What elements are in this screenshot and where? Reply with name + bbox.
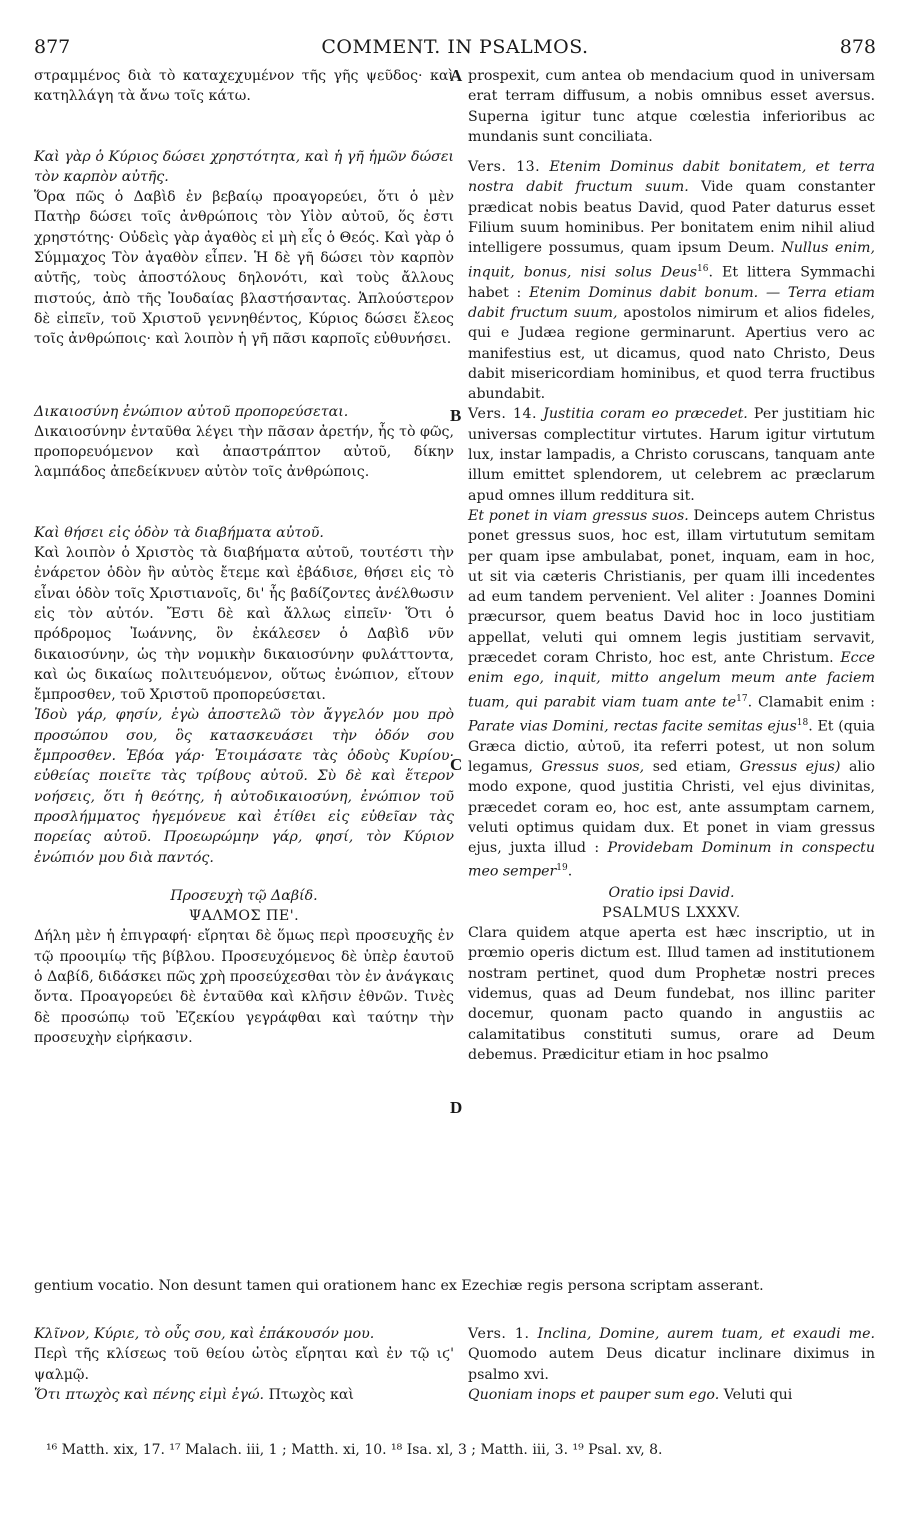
margin-marker-d: D <box>450 1098 463 1117</box>
greek-column-bottom <box>34 1324 454 1405</box>
latin-lemma: Inclina, Domine, aurem tuam, et exaudi me. <box>537 1326 875 1342</box>
verse-number: Vers. 1. <box>468 1326 530 1342</box>
latin-lemma: Justitia coram eo præcedet. <box>543 406 748 423</box>
margin-marker-c: C <box>450 755 463 774</box>
latin-lemma: Et ponet in viam gressus suos. <box>468 507 689 524</box>
page-number-left: 877 <box>34 36 71 58</box>
greek-psalm-title: Προσευχὴ τῷ Δαβίδ. <box>170 887 318 904</box>
verse-number: Vers. 14. <box>468 406 538 423</box>
greek-lemma: Δικαιοσύνη ἐνώπιον αὐτοῦ προπορεύσεται. <box>34 403 349 420</box>
page-number-right: 878 <box>839 36 876 58</box>
spanning-latin-line: gentium vocatio. Non desunt tamen qui orationem hanc ex Ezechiæ regis persona scriptam asserant. <box>34 1278 764 1294</box>
running-header <box>34 36 876 60</box>
greek-paragraph: Δικαιοσύνην ἐνταῦθα λέγει τὴν πᾶσαν ἀρετήν, ἧς τὸ φῶς, προπορευόμενον καὶ ἀπαστράπτον αὐτοῦ, δίκην λαμπάδος ἀπεδείκνυεν αὐτὸν τοῖς ἀνθρώποις. <box>34 423 454 481</box>
running-title: COMMENT. IN PSALMOS. <box>321 36 589 58</box>
greek-paragraph: Περὶ τῆς κλίσεως τοῦ θείου ὠτὸς εἴρηται καὶ ἐν τῷ ιϛ' ψαλμῷ. <box>34 1346 454 1383</box>
latin-paragraph: prospexit, cum antea ob mendacium quod in universam erat terram diffusum, a nobis omnibus esset aversus. Superna igitur tunc atque cœlestia inferioribus ac mundanis sunt conciliata. <box>468 68 875 145</box>
greek-lemma: Καὶ θήσει εἰς ὁδὸν τὰ διαβήματα αὐτοῦ. <box>34 524 324 541</box>
greek-lemma: Καὶ γὰρ ὁ Κύριος δώσει χρηστότητα, καὶ ἡ γῆ ἡμῶν δώσει τὸν καρπὸν αὐτῆς. <box>34 148 454 185</box>
latin-psalm-number: PSALMUS LXXXV. <box>602 904 741 921</box>
greek-lemma: Ὅτι πτωχὸς καὶ πένης εἰμὶ ἐγώ. <box>34 1386 265 1403</box>
greek-paragraph: Ὅρα πῶς ὁ Δαβὶδ ἐν βεβαίῳ προαγορεύει, ὅτι ὁ μὲν Πατὴρ δώσει τοῖς ἀνθρώποις τὸν Υἱὸν αὐτοῦ, ὅς ἐστι χρηστότης· Οὐδεὶς γὰρ ἀγαθὸς εἰ μὴ εἷς ὁ Θεός. Καὶ γὰρ ὁ Σύμμαχος Τὸν ἀγαθὸν εἶπεν. Ἡ δὲ γῆ δώσει τὸν καρπὸν αὐτῆς, τοὺς ἀποστόλους δηλονότι, καὶ τοὺς ἄλλους πιστούς, ἀπὸ τῆς Ἰουδαίας βλαστήσαντας. Ἁπλούστερον δὲ εἰπεῖν, τοῦ Χριστοῦ γεννηθέντος, Κύριος δώσει ἔλεος τοῖς ἀνθρώποις· καὶ λοιπὸν ἡ γῆ πᾶσι καρποῖς εὐθυνήσει. <box>34 189 454 348</box>
margin-marker-b: B <box>450 406 462 425</box>
latin-column: prospexit, cum antea ob mendacium quod in universam erat terram diffusum, a nobis omnibus esset aversus. Superna igitur tunc atque cœlestia inferioribus ac mundanis sunt conciliata. Vers. 13. Etenim Dominus dabit bonitatem, et terra nostra dabit fructum suum. Vide quam constanter prædicat nobis beatus David, quod Pater daturus esset Filium suum hominibus. Per bonitatem enim nihil aliud intelligere possumus, quam ipsum Deum. Nullus enim, inquit, bonus, nisi solus Deus$^{16}$. Et littera Symmachi habet : Etenim Dominus dabit bonum. — Terra etiam dabit fructum suum, apostolos nimirum et alios fideles, qui e Judæa regione germinarunt. Apertius vero ac manifestius est, ut dicamus, quod nato Christo, Deus dabit misericordiam hominibus, et quod terra fructibus abundabit. Vers. 14. Justitia coram eo præcedet. Per justitiam hic universas complectitur virtutes. Harum igitur virtutum lux, instar lampadis, a Christo coruscans, tanquam ante illum emittet splendorem, ut celebrem ac præclarum apud omnes illum redditura sit. Et ponet in viam gressus suos. Deinceps autem Christus ponet gressus suos, hoc est, illam virtututum semitam per quam ipse ambulabat, ponet, inquam, eam in hoc, ut sit via cæteris Christianis, per quam illi incedentes ad eum tandem pervenient. Vel aliter : Joannes Domini præcursor, quem beatus David hoc in loco justitiam appellat, veluti qui omnem legis justitiam servavit, præcedet coram Christo, hoc est, ante Christum. Ecce enim ego, inquit, mitto angelum meum ante faciem tuam, qui parabit viam tuam ante $te^{17}$. Clamabit enim : Parate vias Domini, rectas facite semitas ejus$^{18}$. Et (quia Græca dictio, αὐτοῦ, ita referri potest, ut non solum legamus, Gressus suos, sed etiam, Gressus ejus) alio modo expone, quod justitia Christi, vel ejus divinitas, præcedet coram eo, hoc est, ante assumptam carnem, veluti optimus quidam dux. Et ponet in viam gressus ejus, juxta illud : Providebam Dominum in conspectu meo semper$^{19}$. Oratio ipsi David. PSALMUS LXXXV. Clara quidem atque aperta est hæc inscriptio, ut in prœmio operis dictum est. Illud tamen ad institutionem nostram pertinet, quod dum Prophetæ nostri preces videmus, quas ad Deum fundebat, nos illinc pariter docemur, quonam pacto quando in angustiis ac calamitatibus constituti sumus, orare ad Deum debemus. Prædicitur etiam in hoc psalmo <box>468 66 875 1065</box>
greek-lemma: Κλῖνον, Κύριε, τὸ οὖς σου, καὶ ἐπάκουσόν μου. <box>34 1326 375 1342</box>
footnote-ref: 19 <box>556 863 568 874</box>
latin-lemma: Etenim Dominus dabit bonitatem, et terra nostra dabit fructum suum. <box>468 159 875 196</box>
greek-quotation: Ἰδοὺ γάρ, φησίν, ἐγὼ ἀποστελῶ τὸν ἄγγελόν μου πρὸ προσώπου σου, ὃς κατασκευάσει τὴν ὁδόν σου ἔμπροσθεν. Ἐβόα γάρ· Ἑτοιμάσατε τὰς ὁδοὺς Κυρίου· εὐθείας ποιεῖτε τὰς τρίβους αὐτοῦ. Σὺ δὲ καὶ ἕτερον νοήσεις, ὅτι ἡ θεότης, ἡ αὐτοδικαιοσύνη, ἐνώπιον τοῦ προσλήμματος ἡγεμόνευε καὶ ἐτίθει εἰς εὐθεῖαν τὰς πορείας αὐτοῦ. Προεωρώμην γάρ, φησί, τὸν Κύριον ἐνώπιόν μου διὰ παντός. <box>34 707 454 866</box>
greek-column <box>34 66 454 1048</box>
greek-text: Πτωχὸς καὶ <box>268 1386 354 1403</box>
footnote-ref: 18 <box>796 717 809 728</box>
latin-psalm-title: Oratio ipsi David. <box>608 884 735 901</box>
latin-column-bottom: Vers. 1. Inclina, Domine, aurem tuam, et exaudi me. Quomodo autem Deus dicatur inclinare diximus in psalmo xvi. Quoniam inops et pauper sum ego. Veluti qui <box>468 1326 875 1403</box>
greek-paragraph: στραμμένος διὰ τὸ καταχεχυμένον τῆς γῆς ψεῦδος· καὶ κατηλλάγη τὰ ἄνω τοῖς κάτω. <box>34 68 454 105</box>
greek-psalm-number: ΨΑΛΜΟΣ ΠΕ'. <box>188 908 300 925</box>
verse-number: Vers. 13. <box>468 159 541 176</box>
margin-marker-a: A <box>450 66 463 85</box>
greek-paragraph: Δήλη μὲν ἡ ἐπιγραφή· εἴρηται δὲ ὅμως περὶ προσευχῆς ἐν τῷ προοιμίῳ τῆς βίβλου. Προσευχόμενος δὲ ὑπὲρ ἑαυτοῦ ὁ Δαβίδ, διδάσκει πῶς χρὴ προσεύχεσθαι τὸν ἐν ἀνάγκαις ὄντα. Προαγορεύει δὲ ἐνταῦθα καὶ κλῆσιν ἐθνῶν. Τινὲς δὲ προσώπῳ τοῦ Ἐζεκίου γεγράφθαι καὶ ταύτην τὴν προσευχὴν εἰρήκασιν. <box>34 928 454 1046</box>
footnote-ref: 17 <box>736 693 748 704</box>
latin-paragraph: Clara quidem atque aperta est hæc inscriptio, ut in prœmio operis dictum est. Illud tamen ad institutionem nostram pertinet, quod dum Prophetæ nostri preces videmus, quas ad Deum fundebat, nos illinc pariter docemur, quonam pacto quando in angustiis ac calamitatibus constituti sumus, orare ad Deum debemus. Prædicitur etiam in hoc psalmo <box>468 925 875 1063</box>
latin-lemma: Quoniam inops et pauper sum ego. <box>468 1386 720 1403</box>
footnote-ref: 16 <box>696 263 709 274</box>
footnotes: ¹⁶ Matth. xix, 17. ¹⁷ Malach. iii, 1 ; Matth. xi, 10. ¹⁸ Isa. xl, 3 ; Matth. iii, 3. ¹⁹ Psal. xv, 8. <box>46 1442 663 1458</box>
greek-paragraph: Καὶ λοιπὸν ὁ Χριστὸς τὰ διαβήματα αὐτοῦ, τουτέστι τὴν ἐνάρετον ὁδὸν ἣν αὐτὸς ἔτεμε καὶ ἐβάδισε, θήσει εἰς τὸ εἶναι ὁδὸν τοῖς Χριστιανοῖς, δι' ἧς βαδίζοντες ἀνέλθωσιν εἰς τὸν αὐτόν. Ἔστι δὲ καὶ ἄλλως εἰπεῖν· Ὅτι ὁ πρόδρομος Ἰωάννης, ὃν ἐκάλεσεν ὁ Δαβὶδ νῦν δικαιοσύνην, ὡς τὴν νομικὴν δικαιοσύνην φυλάττοντα, καὶ ὡς δικαίως πολιτευόμενον, οὕτως ἐνώπιον, εἴτουν ἔμπροσθεν, τοῦ Χριστοῦ προπορεύσεται. <box>34 545 454 704</box>
